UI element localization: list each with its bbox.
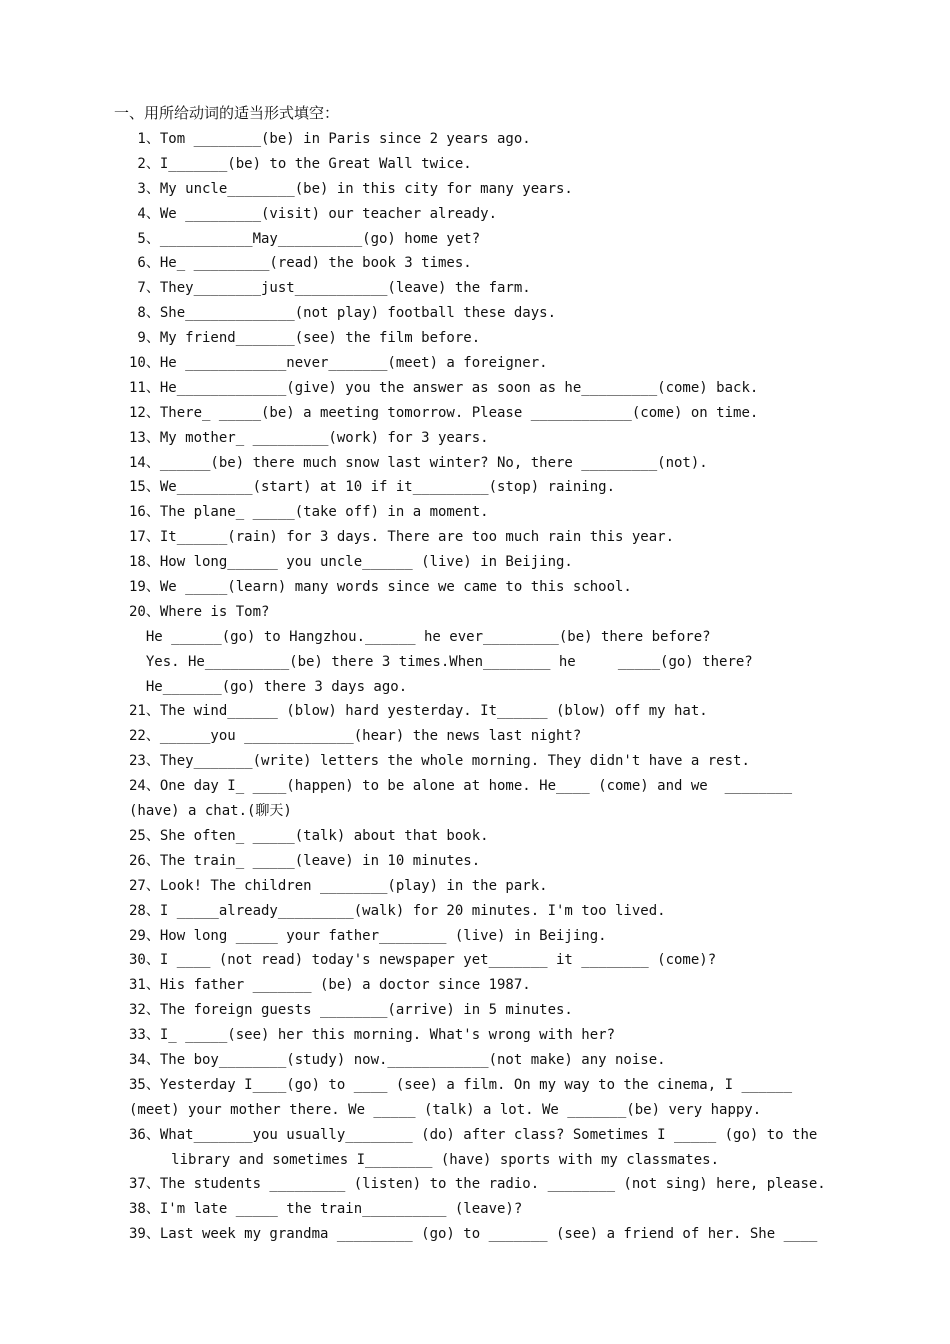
exercise-line: 20、Where is Tom?: [129, 603, 270, 620]
exercise-line: Yes. He__________(be) there 3 times.When________ he _____(go) there?: [129, 653, 753, 670]
exercise-line: 21、The wind______ (blow) hard yesterday. It______ (blow) off my hat.: [129, 703, 708, 720]
exercise-line: 36、What_______you usually________ (do) after class? Sometimes I _____ (go) to the: [129, 1126, 818, 1143]
exercise-line: 8、She_____________(not play) football these days.: [129, 305, 557, 322]
exercise-line: 16、The plane_ _____(take off) in a moment.: [129, 504, 489, 521]
exercise-line: 1、Tom ________(be) in Paris since 2 years ago.: [129, 131, 531, 147]
section-heading: 一、用所给动词的适当形式填空：: [114, 104, 340, 122]
exercise-line: 18、How long______ you uncle______ (live) in Beijing.: [129, 554, 573, 571]
exercise-line: (meet) your mother there. We _____ (talk) a lot. We _______(be) very happy.: [129, 1101, 762, 1118]
exercise-list: [129, 127, 929, 1247]
exercise-line: 35、Yesterday I____(go) to ____ (see) a film. On my way to the cinema, I ______: [129, 1076, 793, 1093]
exercise-line: 3、My uncle________(be) in this city for many years.: [129, 180, 573, 197]
exercise-line: 38、I'm late _____ the train__________ (leave)?: [129, 1201, 523, 1218]
exercise-line: 24、One day I_ ____(happen) to be alone at home. He____ (come) and we ________: [129, 778, 793, 795]
exercise-line: He_______(go) there 3 days ago.: [129, 678, 408, 695]
exercise-line: 9、My friend_______(see) the film before.: [129, 330, 481, 347]
exercise-line: 31、His father _______ (be) a doctor since 1987.: [129, 977, 531, 994]
exercise-line: He ______(go) to Hangzhou.______ he ever_________(be) there before?: [129, 628, 711, 645]
exercise-line: 28、I _____already_________(walk) for 20 minutes. I'm too lived.: [129, 902, 666, 919]
exercise-line: 29、How long _____ your father________ (live) in Beijing.: [129, 927, 607, 944]
exercise-line: 10、He ____________never_______(meet) a foreigner.: [129, 355, 548, 372]
exercise-line: 17、It______(rain) for 3 days. There are too much rain this year.: [129, 529, 675, 546]
exercise-line: 34、The boy________(study) now.____________(not make) any noise.: [129, 1051, 666, 1068]
exercise-line: 14、______(be) there much snow last winter? No, there _________(not).: [129, 454, 708, 471]
exercise-line: 23、They_______(write) letters the whole morning. They didn't have a rest.: [129, 753, 750, 770]
exercise-line: 4、We _________(visit) our teacher already.: [129, 205, 498, 222]
exercise-line: 12、There_ _____(be) a meeting tomorrow. Please ____________(come) on time.: [129, 404, 759, 421]
exercise-line: (have) a chat.(聊天): [129, 803, 292, 820]
exercise-line: 33、I_ _____(see) her this morning. What's wrong with her?: [129, 1027, 616, 1044]
exercise-line: library and sometimes I________ (have) sports with my classmates.: [129, 1151, 720, 1168]
exercise-line: 13、My mother_ _________(work) for 3 years.: [129, 429, 489, 446]
exercise-line: 27、Look! The children ________(play) in the park.: [129, 877, 548, 894]
exercise-line: 22、______you _____________(hear) the news last night?: [129, 728, 582, 745]
exercise-line: 7、They________just___________(leave) the farm.: [129, 280, 531, 297]
exercise-line: 37、The students _________ (listen) to the radio. ________ (not sing) here, please.: [129, 1176, 826, 1193]
exercise-line: 15、We_________(start) at 10 if it_________(stop) raining.: [129, 479, 616, 496]
exercise-line: 39、Last week my grandma _________ (go) to _______ (see) a friend of her. She ____: [129, 1226, 818, 1243]
exercise-line: 6、He_ _________(read) the book 3 times.: [129, 255, 472, 272]
exercise-line: 19、We _____(learn) many words since we came to this school.: [129, 579, 632, 596]
exercise-line: 26、The train_ _____(leave) in 10 minutes.: [129, 852, 481, 869]
exercise-line: 32、The foreign guests ________(arrive) in 5 minutes.: [129, 1002, 573, 1019]
exercise-line: 25、She often_ _____(talk) about that book.: [129, 827, 489, 844]
exercise-line: 30、I ____ (not read) today's newspaper yet_______ it ________ (come)?: [129, 952, 717, 969]
exercise-line: 11、He_____________(give) you the answer as soon as he_________(come) back.: [129, 379, 759, 396]
exercise-line: 5、___________May__________(go) home yet?: [129, 230, 481, 247]
exercise-line: 2、I_______(be) to the Great Wall twice.: [129, 155, 472, 172]
